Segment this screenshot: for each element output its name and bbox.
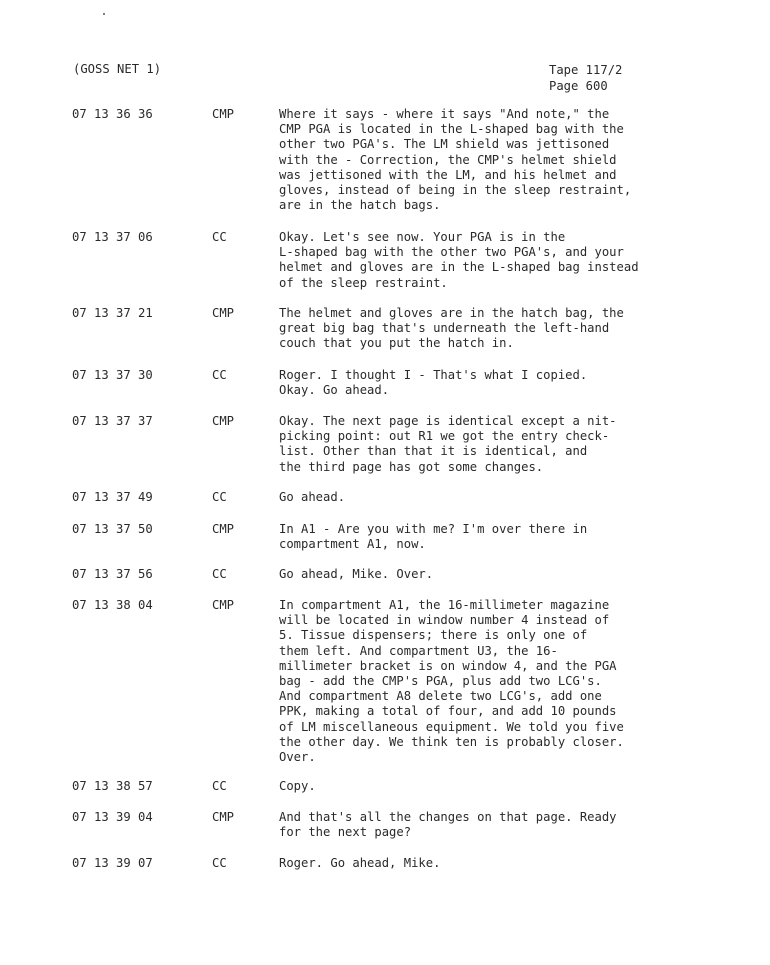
timestamp: 07 13 37 06 <box>72 230 153 244</box>
utterance: Go ahead. <box>279 490 346 504</box>
speaker: CC <box>212 856 227 870</box>
net-label: (GOSS NET 1) <box>73 62 162 76</box>
speaker: CC <box>212 230 227 244</box>
timestamp: 07 13 37 56 <box>72 567 153 581</box>
speaker: CMP <box>212 107 235 121</box>
speaker: CC <box>212 490 227 504</box>
speaker: CC <box>212 368 227 382</box>
utterance: Roger. Go ahead, Mike. <box>279 856 441 870</box>
timestamp: 07 13 36 36 <box>72 107 153 121</box>
speaker: CC <box>212 567 227 581</box>
timestamp: 07 13 39 04 <box>72 810 153 824</box>
tape-page-label <box>549 62 622 94</box>
timestamp: 07 13 37 21 <box>72 306 153 320</box>
tape-number: Tape 117/2 <box>549 63 623 77</box>
utterance: In compartment A1, the 16-millimeter magazine will be located in window number 4 instead of 5. Tissue dispensers; there is only one of them left. And compartment U3, the 16- millimeter bracket is on window 4, and the PGA bag - add the CMP's PGA, plus add two LCG's. And compartment A8 delete two LCG's, add one PPK, making a total of four, and add 10 pounds of LM miscellaneous equipment. We told you five the other day. We think ten is probably closer. Over. <box>279 598 624 765</box>
utterance: In A1 - Are you with me? I'm over there in compartment A1, now. <box>279 522 588 552</box>
speaker: CMP <box>212 414 235 428</box>
utterance: Where it says - where it says "And note," the CMP PGA is located in the L-shaped bag with the other two PGA's. The LM shield was jettisoned with the - Correction, the CMP's helmet shield was jettisoned with the LM, and his helmet and gloves, instead of being in the sleep restraint, are in the hatch bags. <box>279 107 632 213</box>
timestamp: 07 13 39 07 <box>72 856 153 870</box>
page-number: Page 600 <box>549 79 608 93</box>
speaker: CC <box>212 779 227 793</box>
scan-speck <box>103 13 105 15</box>
speaker: CMP <box>212 306 235 320</box>
timestamp: 07 13 38 04 <box>72 598 153 612</box>
timestamp: 07 13 37 49 <box>72 490 153 504</box>
timestamp: 07 13 37 50 <box>72 522 153 536</box>
utterance: The helmet and gloves are in the hatch bag, the great big bag that's underneath the left-hand couch that you put the hatch in. <box>279 306 624 351</box>
utterance: Okay. Let's see now. Your PGA is in the L-shaped bag with the other two PGA's, and your helmet and gloves are in the L-shaped bag instead of the sleep restraint. <box>279 230 639 290</box>
utterance: Go ahead, Mike. Over. <box>279 567 434 581</box>
utterance: Copy. <box>279 779 316 793</box>
speaker: CMP <box>212 598 235 612</box>
timestamp: 07 13 37 37 <box>72 414 153 428</box>
utterance: And that's all the changes on that page. Ready for the next page? <box>279 810 617 840</box>
speaker: CMP <box>212 522 235 536</box>
utterance: Okay. The next page is identical except a nit- picking point: out R1 we got the entry check- list. Other than that it is identical, and the third page has got some changes. <box>279 414 617 474</box>
timestamp: 07 13 38 57 <box>72 779 153 793</box>
timestamp: 07 13 37 30 <box>72 368 153 382</box>
speaker: CMP <box>212 810 235 824</box>
utterance: Roger. I thought I - That's what I copied. Okay. Go ahead. <box>279 368 588 398</box>
